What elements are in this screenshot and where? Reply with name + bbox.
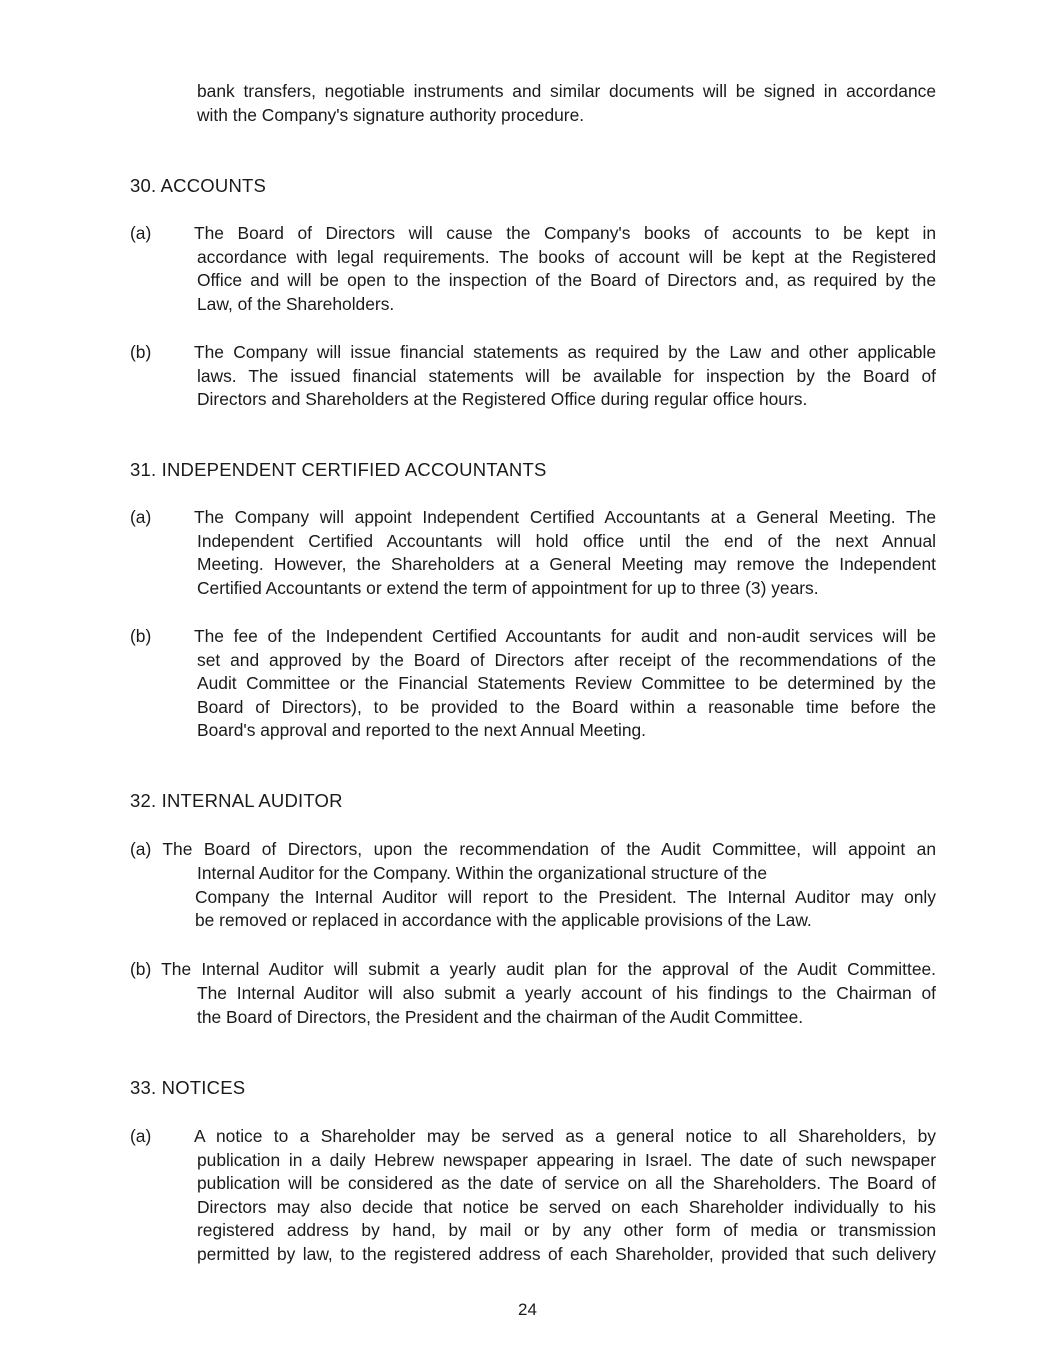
section-31-heading: 31. INDEPENDENT CERTIFIED ACCOUNTANTS [130, 459, 547, 480]
text-line: with the Company's signature authority procedure. [197, 104, 585, 125]
text-line: Audit Committee or the Financial Statements Review Committee to be determined by the [197, 673, 936, 694]
text-line: permitted by law, to the registered address of each Shareholder, provided that such delivery [197, 1243, 936, 1264]
text-line: Board's approval and reported to the next Annual Meeting. [197, 720, 647, 741]
s33-a-paragraph [194, 1125, 936, 1267]
s30-a-label: (a) [130, 223, 152, 243]
text-line: Internal Auditor for the Company. Within the organizational structure of the [197, 863, 768, 883]
text-line: publication in a daily Hebrew newspaper appearing in Israel. The date of such newspaper [197, 1149, 936, 1170]
text-line: bank transfers, negotiable instruments and similar documents will be signed in accordance [197, 81, 936, 101]
s32-b-paragraph [197, 982, 936, 1029]
text-line: set and approved by the Board of Directors after receipt of the recommendations of the [197, 649, 936, 670]
text-line: Meeting. However, the Shareholders at a General Meeting may remove the Independent [197, 554, 936, 575]
carryover-paragraph [197, 80, 936, 127]
text-line: be removed or replaced in accordance with the applicable provisions of the Law. [195, 910, 812, 931]
text-line: The Company will appoint Independent Certified Accountants at a General Meeting. The [194, 507, 936, 527]
s33-a-label: (a) [130, 1126, 152, 1146]
section-32-heading: 32. INTERNAL AUDITOR [130, 790, 343, 811]
s31-b-label: (b) [130, 626, 152, 646]
s32-b-first-line [130, 958, 936, 982]
text-line: (a) The Board of Directors, upon the recommendation of the Audit Committee, will appoint an [130, 839, 936, 859]
text-line: The Board of Directors will cause the Company's books of accounts to be kept in [194, 223, 936, 243]
text-line: Office and will be open to the inspection of the Board of Directors and, as required by the [197, 270, 936, 291]
text-line: The Company will issue financial statements as required by the Law and other applicable [194, 342, 936, 362]
s31-a-paragraph [194, 506, 936, 600]
text-line: registered address by hand, by mail or by any other form of media or transmission [197, 1220, 936, 1241]
section-30-heading: 30. ACCOUNTS [130, 175, 267, 196]
text-line: Law, of the Shareholders. [197, 293, 395, 314]
text-line: Certified Accountants or extend the term of appointment for up to three (3) years. [197, 577, 819, 598]
text-line: The Internal Auditor will also submit a yearly account of his findings to the Chairman of [197, 983, 936, 1003]
text-line: Directors may also decide that notice be served on each Shareholder individually to his [197, 1196, 936, 1217]
section-33-heading: 33. NOTICES [130, 1077, 246, 1098]
s30-b-label: (b) [130, 342, 152, 362]
s32-a-paragraph [197, 862, 936, 933]
text-line: Directors and Shareholders at the Registered Office during regular office hours. [197, 389, 808, 410]
text-line: laws. The issued financial statements will be available for inspection by the Board of [197, 365, 936, 386]
s30-a-paragraph [194, 222, 936, 316]
text-line: (b) The Internal Auditor will submit a yearly audit plan for the approval of the Audit Committee. [130, 959, 936, 979]
s32-a-first-line [130, 838, 936, 862]
text-line: publication will be considered as the date of service on all the Shareholders. The Board of [197, 1173, 936, 1194]
text-line: accordance with legal requirements. The books of account will be kept at the Registered [197, 246, 936, 267]
text-line: A notice to a Shareholder may be served as a general notice to all Shareholders, by [194, 1126, 936, 1146]
text-line: Board of Directors), to be provided to the Board within a reasonable time before the [197, 696, 936, 717]
text-line: Company the Internal Auditor will report to the President. The Internal Auditor may only [195, 886, 936, 907]
s31-b-paragraph [194, 625, 936, 743]
text-line: The fee of the Independent Certified Accountants for audit and non-audit services will be [194, 626, 936, 646]
page-number: 24 [518, 1300, 537, 1319]
text-line: the Board of Directors, the President and the chairman of the Audit Committee. [197, 1006, 804, 1027]
s30-b-paragraph [194, 341, 936, 412]
s31-a-label: (a) [130, 507, 152, 527]
text-line: Independent Certified Accountants will hold office until the end of the next Annual [197, 530, 936, 551]
